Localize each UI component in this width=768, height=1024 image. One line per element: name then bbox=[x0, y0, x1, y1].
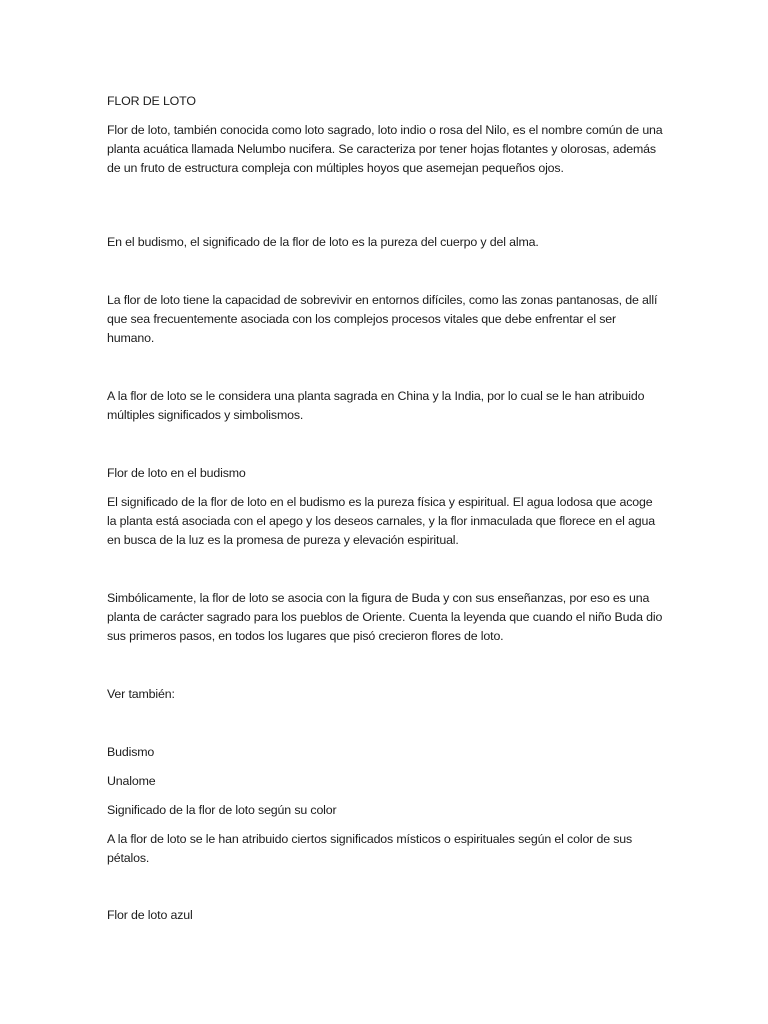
paragraph-budismo-summary: En el budismo, el significado de la flor de loto es la pureza del cuerpo y del alma. bbox=[107, 235, 539, 249]
section-heading-color: Significado de la flor de loto según su color bbox=[107, 803, 337, 817]
see-also-item-budismo: Budismo bbox=[107, 745, 155, 759]
paragraph-color: A la flor de loto se le han atribuido ciertos significados místicos o espirituales según el color de sus pétalos. bbox=[107, 832, 633, 866]
paragraph-entornos: La flor de loto tiene la capacidad de sobrevivir en entornos difíciles, como las zonas pantanosas, de allí que sea frecuentemente asociada con los complejos procesos vitales que debe enfrentar el ser humano. bbox=[107, 293, 658, 346]
paragraph-simbolicamente: Simbólicamente, la flor de loto se asocia con la figura de Buda y con sus enseñanzas, por eso es una planta de carácter sagrado para los pueblos de Oriente. Cuenta la leyenda que cuando el niño Buda dio sus primeros pasos, en todos los lugares que pisó crecieron flores de loto. bbox=[107, 591, 663, 644]
see-also-item-unalome: Unalome bbox=[107, 774, 156, 788]
paragraph-sagrada: A la flor de loto se le considera una planta sagrada en China y la India, por lo cual se le han atribuido múltiples significados y simbolismos. bbox=[107, 389, 645, 423]
see-also-label: Ver también: bbox=[107, 687, 175, 701]
paragraph-budismo-pureza: El significado de la flor de loto en el budismo es la pureza física y espiritual. El agua lodosa que acoge la planta está asociada con el apego y los deseos carnales, y la flor inmaculada que florece en el agua en busca de la luz es la promesa de pureza y elevación espiritual. bbox=[107, 495, 655, 548]
section-heading-budismo: Flor de loto en el budismo bbox=[107, 466, 246, 480]
document-title: FLOR DE LOTO bbox=[107, 94, 196, 108]
paragraph-intro: Flor de loto, también conocida como loto sagrado, loto indio o rosa del Nilo, es el nombre común de una planta acuática llamada Nelumbo nucifera. Se caracteriza por tener hojas flotantes y olorosas, además de un fruto de estructura compleja con múltiples hoyos que asemejan pequeños ojos. bbox=[107, 123, 663, 176]
section-heading-azul: Flor de loto azul bbox=[107, 908, 193, 922]
